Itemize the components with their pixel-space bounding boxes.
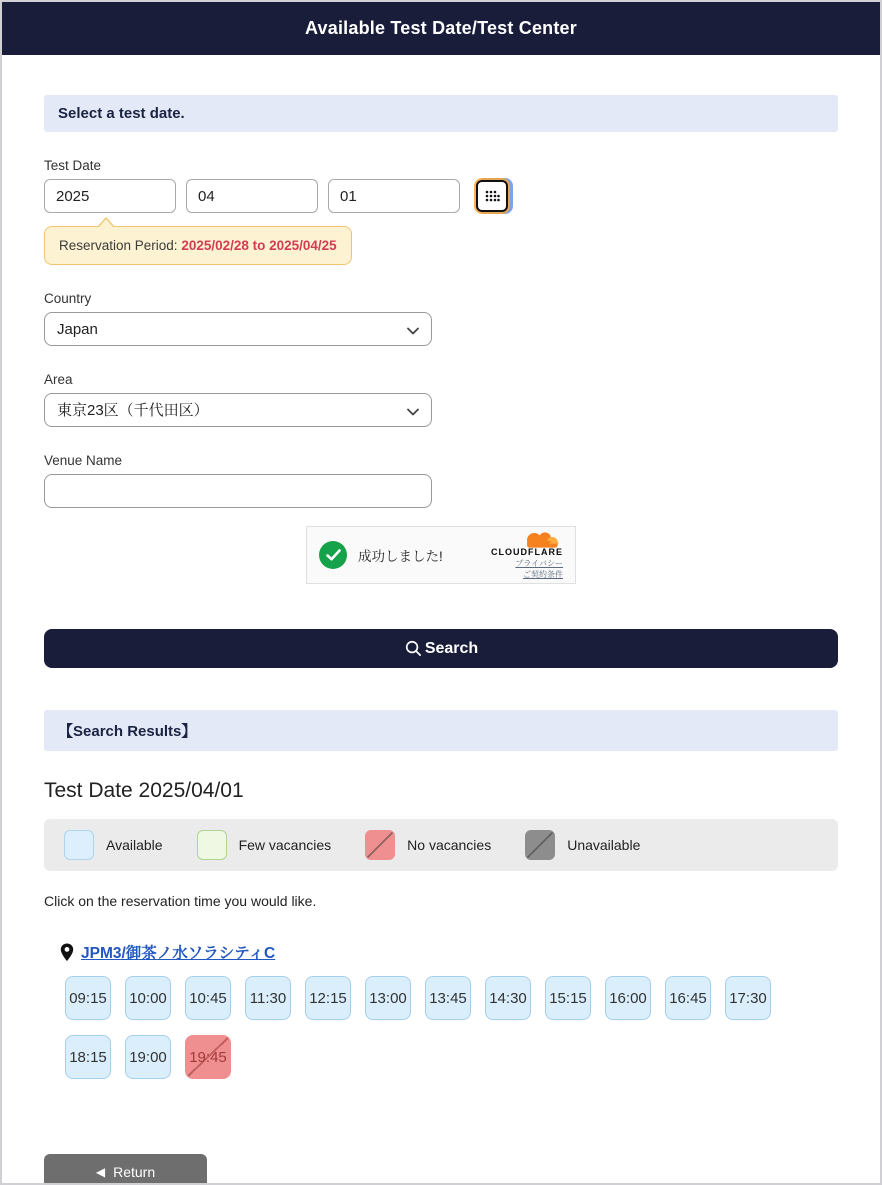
map-pin-icon: [60, 943, 74, 962]
time-slot-button[interactable]: 16:45: [665, 976, 711, 1020]
venue-name-input[interactable]: [44, 474, 432, 508]
search-button-label: Search: [424, 639, 479, 657]
time-slot-button[interactable]: 19:00: [125, 1035, 171, 1079]
venue-name-label: Venue Name: [44, 453, 123, 468]
country-select-wrap: [44, 312, 432, 346]
legend-swatch-available: [64, 830, 94, 860]
legend-label: Unavailable: [567, 837, 641, 853]
cloudflare-wordmark: CLOUDFLARE: [491, 547, 563, 558]
search-results-banner: 【Search Results】: [44, 710, 838, 751]
year-input[interactable]: [44, 179, 176, 213]
legend-swatch-unavailable: [525, 830, 555, 860]
cloudflare-turnstile-widget: [306, 526, 576, 584]
page-title: Available Test Date/Test Center: [305, 18, 577, 38]
time-slot-button[interactable]: 11:30: [245, 976, 291, 1020]
legend-bar: [44, 819, 838, 871]
time-slot-grid: [65, 976, 805, 1079]
time-slot-button[interactable]: 15:15: [545, 976, 591, 1020]
day-input[interactable]: [328, 179, 460, 213]
turnstile-privacy-link[interactable]: プライバシー: [515, 559, 563, 569]
time-slot-button[interactable]: 17:30: [725, 976, 771, 1020]
turnstile-status-text: 成功しました!: [358, 549, 443, 564]
cloudflare-logo-icon: [519, 529, 563, 549]
turnstile-terms-link[interactable]: ご契約条件: [523, 570, 563, 579]
calendar-button[interactable]: [476, 180, 508, 212]
reservation-period-range: 2025/02/28 to 2025/04/25: [181, 238, 337, 253]
time-slot-button[interactable]: 18:15: [65, 1035, 111, 1079]
area-label: Area: [44, 372, 73, 387]
legend-label: Available: [106, 837, 163, 853]
venue-row: [60, 941, 838, 963]
content: [2, 95, 880, 1185]
instruction-text: Click on the reservation time you would like.: [44, 893, 317, 909]
app-header: [2, 2, 880, 55]
back-arrow-icon: ◀: [95, 1165, 106, 1179]
country-select[interactable]: [44, 312, 432, 346]
time-slot-button: 19:45: [185, 1035, 231, 1079]
cloudflare-brand: [491, 529, 563, 581]
area-select-wrap: [44, 393, 432, 427]
calendar-icon: [483, 188, 501, 204]
time-slot-button[interactable]: 10:45: [185, 976, 231, 1020]
legend-item-few: [197, 830, 332, 860]
return-button-label: Return: [113, 1164, 156, 1180]
time-slot-button[interactable]: 12:15: [305, 976, 351, 1020]
time-slot-button[interactable]: 10:00: [125, 976, 171, 1020]
month-input[interactable]: [186, 179, 318, 213]
time-slot-button[interactable]: 14:30: [485, 976, 531, 1020]
reservation-period-tooltip: [44, 226, 352, 265]
time-slot-button[interactable]: 13:00: [365, 976, 411, 1020]
legend-label: No vacancies: [407, 837, 492, 853]
legend-item-unavailable: [525, 830, 640, 860]
country-label: Country: [44, 291, 92, 306]
venue-link[interactable]: JPM3/御茶ノ水ソラシティC: [81, 945, 276, 962]
time-slot-button[interactable]: 16:00: [605, 976, 651, 1020]
time-slot-button[interactable]: 09:15: [65, 976, 111, 1020]
search-icon: [404, 639, 423, 658]
area-select[interactable]: [44, 393, 432, 427]
legend-swatch-few: [197, 830, 227, 860]
select-date-banner: Select a test date.: [44, 95, 838, 132]
reservation-period-prefix: Reservation Period:: [59, 238, 182, 253]
legend-item-none: [365, 830, 491, 860]
time-slot-button[interactable]: 13:45: [425, 976, 471, 1020]
test-date-label: Test Date: [44, 158, 102, 173]
results-test-date-heading: Test Date 2025/04/01: [44, 779, 244, 802]
search-button[interactable]: [44, 629, 838, 668]
return-button[interactable]: [44, 1154, 207, 1185]
legend-swatch-none: [365, 830, 395, 860]
legend-label: Few vacancies: [238, 837, 332, 853]
success-check-icon: [319, 541, 347, 569]
test-date-row: [44, 179, 838, 213]
legend-item-available: [64, 830, 163, 860]
